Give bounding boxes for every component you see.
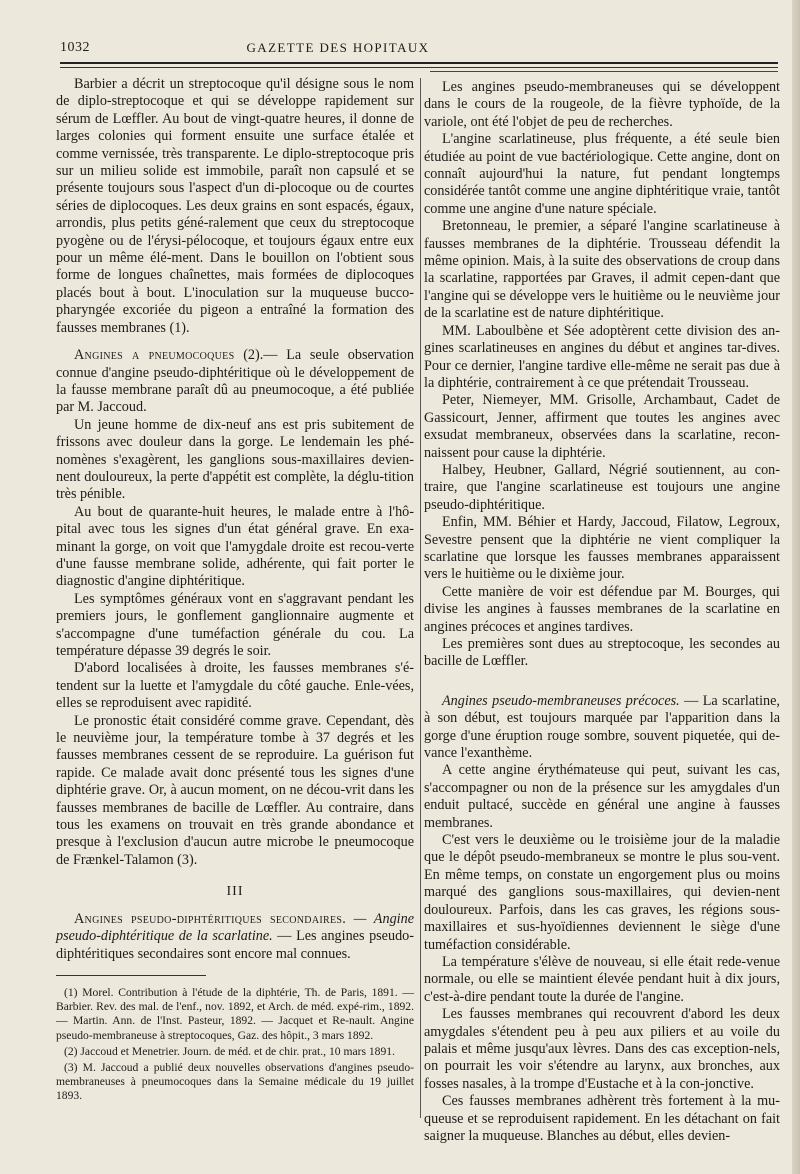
page-header [58, 36, 778, 56]
paragraph: Barbier a décrit un streptocoque qu'il désigne sous le nom de diplo-streptocoque et qui se développe rapidement sur sérum de Lœffler. Au bout de vingt-quatre heures, il donne de larges colonies qui forment ensuite une surface étalée et comme vernissée, très transparente. Le diplo-streptocoque pris sur un milieu solide est immobile, paraît non capsulé et se présente toujours sous l'aspect d'un di-plocoque ou de courtes séries de diplocoques. Les deux grains en sont espacés, égaux, arrondis, plus petits géné-ralement que ceux du streptocoque pyogène ou de l'érysi-pélocoque, et toujours égaux entre eux pour un même élé-ment. Dans le bouillon on l'obtient sous forme de longues chaînettes, mais formées de diplocoques placés bout à bout. L'inoculation sur la muqueuse bucco-pharyngée excoriée du pigeon a entraîné la formation des fausses membranes (1). [56, 76, 414, 336]
paragraph: Peter, Niemeyer, MM. Grisolle, Archambaut, Cadet de Gassicourt, Jenner, affirment que toutes les angines avec exsudat membraneux, observées dans la scarlatine, recon-naissent pour cause la diphtérie. [424, 392, 780, 461]
page-edge [792, 0, 800, 1174]
section-number: III [226, 884, 244, 900]
paragraph: La température s'élève de nouveau, si elle était rede-venue normale, ou elle se maintient élevée pendant huit à dix jours, c'est-à-dire pendant toute la durée de l'angine. [424, 953, 780, 1005]
paragraph: A cette angine érythémateuse qui peut, suivant les cas, s'accompagner ou non de la présence sur les amygdales d'un enduit pultacé, succède en général une angine à fausses membranes. [424, 762, 780, 831]
paragraph [56, 911, 414, 963]
column-divider [420, 78, 421, 1118]
left-column [56, 76, 414, 1106]
paragraph: Au bout de quarante-huit heures, le malade entre à l'hô-pital avec tous les signes d'un état général grave. En exa-minant la gorge, on voit que l'amygdale droite est recou-verte d'une fausse membrane solide, adhérente, qui fait porter le diagnostic d'angine diphtéritique. [56, 503, 414, 590]
paragraph [424, 693, 780, 763]
footnote: (1) Morel. Contribution à l'étude de la diphtérie, Th. de Paris, 1891. — Barbier. Rev. des mal. de l'enf., nov. 1892, et Arch. de méd. expé-rim., 1892. — Martin. Ann. de l'Inst. Pasteur, 1892. — Jacquet et Re-nault. Angine pseudo-membraneuse à streptocoques, Gaz. des hôpit., 3 mars 1892. [56, 985, 414, 1042]
paragraph: Les symptômes généraux vont en s'aggravant pendant les premiers jours, le gonflement ganglionnaire augmente et s'accompagne d'une tuméfaction générale du cou. La température dépasse 39 degrés le soir. [56, 590, 414, 659]
subsection-title: — Angine pseudo-diphtéritique de la scarlatine. [56, 910, 414, 945]
paragraph: C'est vers le deuxième ou le troisième jour de la maladie que le dépôt pseudo-membraneux se montre le plus sou-vent. En même temps, on constate un engorgement plus ou moins marqué des ganglions sous-maxillaires, qui devien-nent douloureux. Parfois, dans les cas graves, les régions sous-maxillaires et sus-hyoïdiennes deviennent le siège d'une tuméfaction considérable. [424, 832, 780, 953]
header-rule-thin [60, 67, 778, 68]
footnote-rule [56, 975, 206, 976]
paragraph: Ces fausses membranes adhèrent très fortement à la mu-queuse et se reproduisent rapidement. En les détachant on fait saigner la muqueuse. Blanches au début, elles devien- [424, 1093, 780, 1144]
paragraph: Cette manière de voir est défendue par M. Bourges, qui divise les angines à fausses membranes de la scarlatine en angines précoces et angines tardives. [424, 583, 780, 635]
paragraph: D'abord localisées à droite, les fausses membranes s'é-tendent sur la luette et l'amygdale du côté gauche. Enle-vées, elles se reproduisent avec rapidité. [56, 660, 414, 712]
paragraph: Un jeune homme de dix-neuf ans est pris subitement de frissons avec douleur dans la gorge. Le lendemain les phé-nomènes s'exagèrent, les ganglions sous-maxillaires devien-nent douloureux, la perte d'appétit est complète, la déglu-tition très pénible. [56, 416, 414, 503]
paragraph-text: — Les angines pseudo-diphtéritiques secondaires sont encore mal connues. [56, 928, 414, 962]
footnotes [56, 986, 414, 1104]
footnote: (2) Jaccoud et Menetrier. Journ. de méd. et de chir. prat., 10 mars 1891. [64, 1044, 395, 1058]
paragraph: Bretonneau, le premier, a séparé l'angine scarlatineuse à fausses membranes de la diphtérie. Trousseau défendit la même opinion. Mais, à la suite des observations de croup dans la scarlatine, rapportées par Graves, il admit cepen-dant que l'angine qui se développe vers le huitième ou le neuvième jour de la scarlatine est de nature diphtéritique. [424, 218, 780, 322]
paragraph-text: (2).— La seule observation connue d'angine pseudo-diphtéritique où le développement de la fausse membrane paraît dû au pneumocoque, a été publiée par M. Jaccoud. [56, 347, 414, 416]
paragraph: Enfin, MM. Béhier et Hardy, Jaccoud, Filatow, Legroux, Sevestre pensent que la diphtérie ne vient compliquer la scarlatine que lorsque les fausses membranes apparaissent vers le huitième ou le dixième jour. [424, 514, 780, 583]
journal-title: GAZETTE DES HOPITAUX [246, 40, 430, 55]
paragraph: Halbey, Heubner, Gallard, Négrié soutiennent, au con-traire, que l'angine scarlatineuse est toujours une angine pseudo-diphtéritique. [424, 461, 780, 513]
footnote: (3) M. Jaccoud a publié deux nouvelles observations d'angines pseudo-membraneuses à pneumocoques dans la Semaine médicale du 19 juillet 1893. [56, 1060, 414, 1103]
right-column [424, 79, 780, 1145]
page-number: 1032 [60, 40, 90, 55]
paragraph: Les premières sont dues au streptocoque, les secondes au bacille de Lœffler. [424, 636, 780, 670]
paragraph: Les fausses membranes qui recouvrent d'abord les deux amygdales s'étendent peu à peu aux piliers et au voile du palais et même jusqu'aux lèvres. Dans des cas exception-nels, on pourrait les voir s'étendre au larynx, aux bronches, aux fosses nasales, à la trompe d'Eustache et à la con-jonctive. [424, 1006, 780, 1092]
header-rule [60, 62, 778, 64]
paragraph: L'angine scarlatineuse, plus fréquente, a été seule bien étudiée au point de vue bactériologique. Cette angine, dont on connaît aujourd'hui la nature, fut pendant longtemps considérée tantôt comme une angine diphtéritique vraie, tantôt comme une angine d'une nature spéciale. [424, 131, 780, 217]
subsection-title: Angines pseudo-membraneuses précoces. [442, 692, 680, 709]
section-heading: Angines a pneumocoques [74, 347, 235, 364]
paragraph: MM. Laboulbène et Sée adoptèrent cette division des an-gines scarlatineuses en angines du début et angines tar-dives. Pour ce dernier, l'angine tardive elle-même ne serait pas due à la diphtérie, contrairement à ce que prétendait Trousseau. [424, 322, 780, 391]
paragraph: Les angines pseudo-membraneuses qui se développent dans le cours de la rougeole, de la fièvre typhoïde, de la variole, ont été l'objet de peu de recherches. [424, 79, 780, 130]
section-heading: Angines pseudo-diphtéritiques secondaires. [74, 910, 347, 927]
paragraph [56, 347, 414, 417]
paragraph: Le pronostic était considéré comme grave. Cependant, dès le neuvième jour, la température tombe à 37 degrés et les fausses membranes cessent de se reproduire. La guérison fut rapide. Ce malade avait donc présenté tous les signes d'une diphtérie grave. Or, à aucun moment, on ne décou-vrit dans les fausses membranes de bacille de Lœffler. Au contraire, dans tous les examens on trouvait en très grande abondance et presque à l'exclusion d'aucun autre microbe le pneumocoque de Frænkel-Talamon (3). [56, 712, 414, 868]
paragraph-text: — La scarlatine, à son début, est toujours marquée par l'apparition dans la gorge d'une éruption rouge sombre, souvent piquetée, qui de-vance l'exanthème. [424, 692, 780, 762]
header-rule-right [430, 71, 778, 72]
